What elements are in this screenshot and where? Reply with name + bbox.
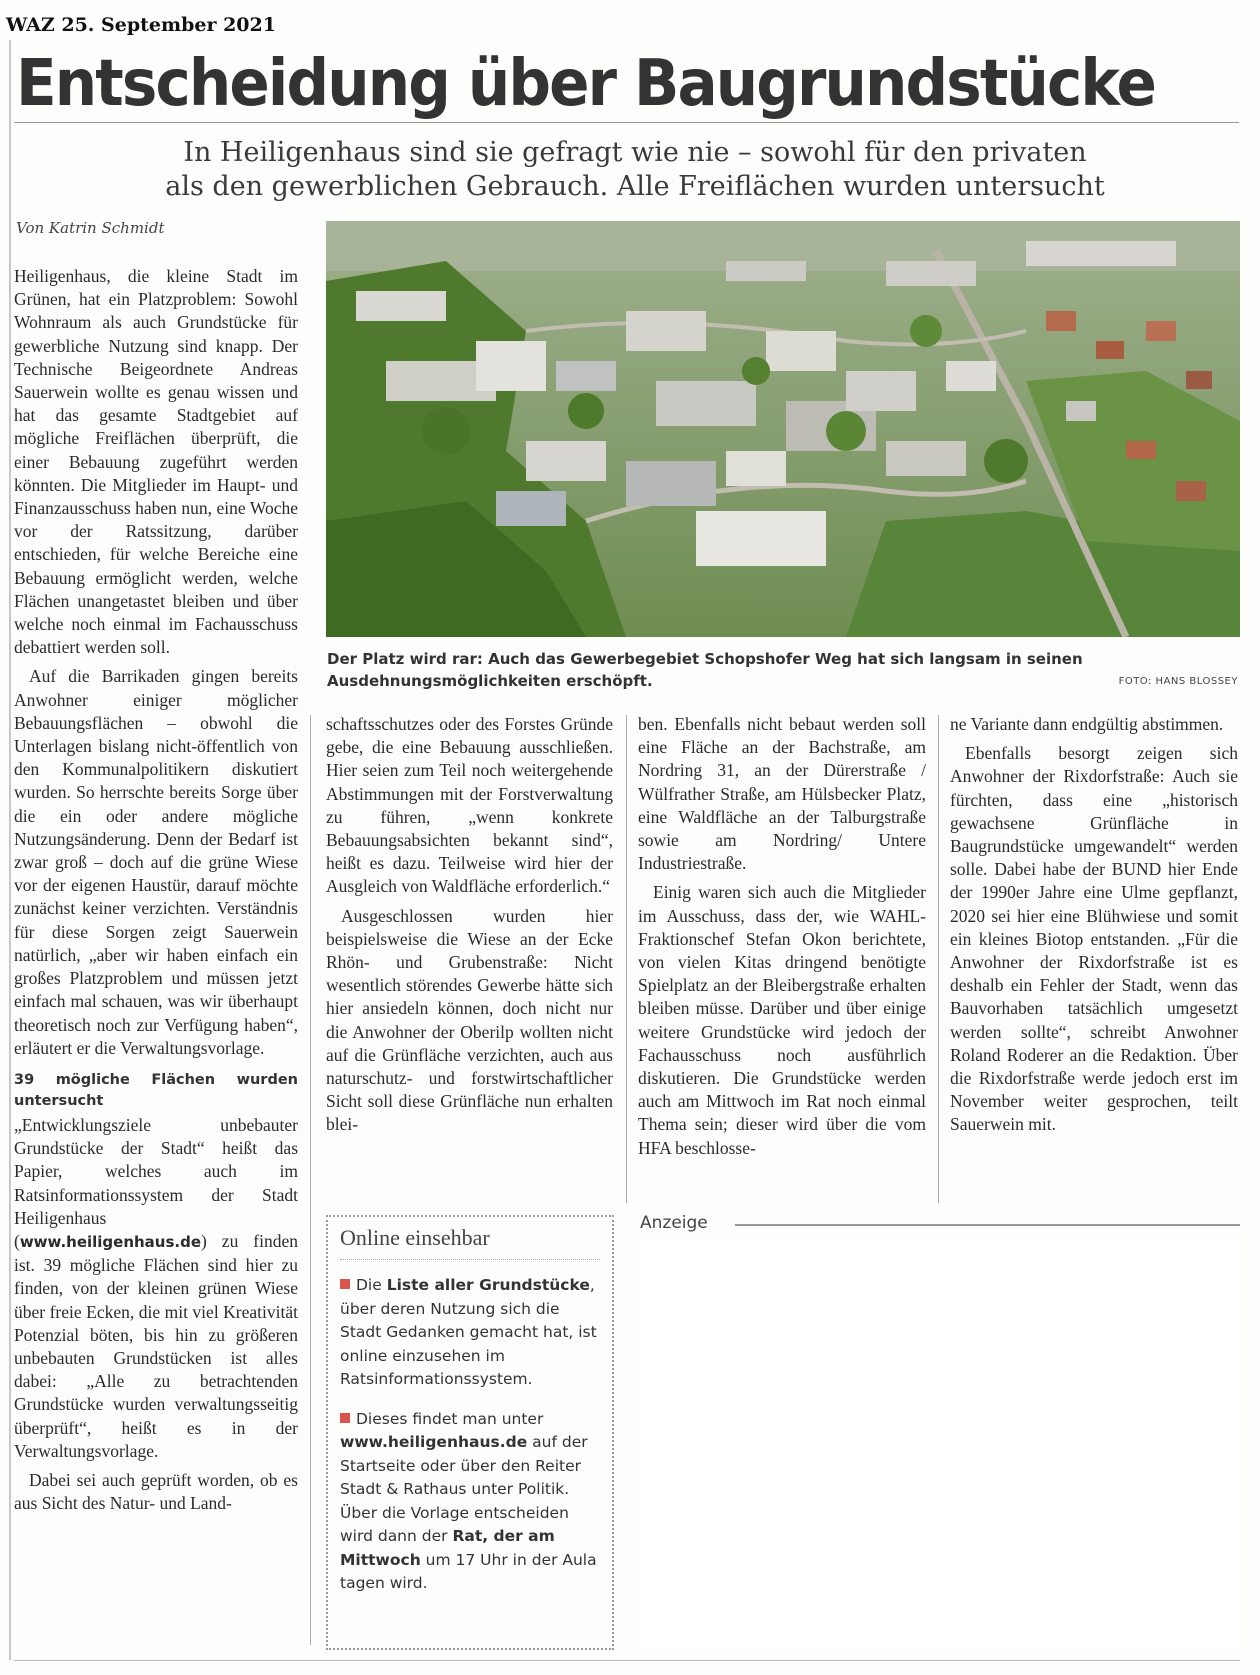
info-item-1-bold: Liste aller Grundstücke	[386, 1276, 590, 1294]
column3-paragraph-1: ben. Ebenfalls nicht bebaut werden soll eine Fläche an der Bachstraße, am Nordring 31, an der Dürerstraße / Wülfrather Straße, am Hülsbecker Platz, eine Waldfläche an der Talburgstraße sowie am Nordring/ Untere Industriestraße.	[638, 714, 926, 874]
info-box	[326, 1215, 614, 1650]
column1-paragraph-3-text: „Entwicklungsziele unbebauter Grundstücke der Stadt“ heißt das Papier, welches auch im Ratsinformationssystem der Stadt Heiligenhaus (	[14, 1114, 298, 1251]
ad-label: Anzeige	[640, 1213, 708, 1233]
column3-paragraph-2: Einig waren sich auch die Mitglieder im Ausschuss, dass der, wie WAHL-Fraktionschef Stefan Okon berichtete, von vielen Kitas dringend benötigte Spielplatz an der Bleibergstraße erhalten bleiben müsse. Darüber und über einige weitere Grundstücke wird jedoch der Fachausschuss noch ausführlich diskutieren. Die Grundstücke werden auch am Mittwoch im Rat noch einmal Thema sein; dieser wird über die vom HFA beschlosse-	[638, 882, 926, 1158]
bullet-square-icon	[340, 1413, 350, 1423]
column-divider	[310, 715, 311, 1645]
page-edge-rule	[9, 40, 11, 1660]
subheadline	[90, 136, 1180, 204]
info-item-1-post: , über deren Nutzung sich die Stadt Gedanken gemacht hat, ist online einzusehen im Ratsinformationssystem.	[340, 1276, 597, 1388]
info-item-2	[340, 1408, 600, 1596]
column-divider	[938, 715, 939, 1203]
column1-paragraph-2: Auf die Barrikaden gingen bereits Anwohner einiger möglicher Bebauungsflächen – obwohl die Unterlagen bislang nicht-öffentlich von den Kommunalpolitikern diskutiert wurden. So herrschte bereits Sorge über die ein oder andere mögliche Nutzungsänderung. Denn der Bedarf ist zwar groß – doch auf die grüne Wiese vor der eigenen Haustür, darauf möchte zunächst keiner verzichten. Verständnis für diese Sorgen zeigt Sauerwein natürlich, „aber wir haben einfach ein großes Platzproblem und müssen jetzt einfach mal schauen, was wir überhaupt theoretisch noch zur Verfügung haben“, erläutert er die Verwaltungsvorlage.	[14, 666, 298, 1058]
column2-paragraph-1: schaftsschutzes oder des Forstes Gründe gebe, die eine Bebauung ausschließen. Hier seien zum Teil noch weitergehende Abstimmungen mit der Forstverwaltung zu führen, „wenn konkrete Bebauungsabsichten bekannt sind“, heißt es dazu. Teilweise wird hier der Ausgleich von Waldfläche erforderlich.“	[326, 714, 613, 897]
website-link: www.heiligenhaus.de	[19, 1232, 202, 1251]
info-item-1	[340, 1274, 600, 1392]
bottom-rule	[14, 1660, 1240, 1661]
info-box-title: Online einsehbar	[340, 1225, 600, 1260]
info-item-2-mid: auf der Startseite oder über den Reiter Stadt & Rathaus unter Politik. Über die Vorlage entscheiden wird dann der	[340, 1433, 588, 1545]
article-column-1	[14, 265, 298, 1515]
info-item-2-bold: Rat, der am Mittwoch	[340, 1527, 555, 1569]
subhead-line-1: In Heiligenhaus sind sie gefragt wie nie – sowohl für den privaten	[183, 137, 1087, 168]
info-item-2-url: www.heiligenhaus.de	[340, 1433, 528, 1451]
ad-rule	[735, 1224, 1240, 1226]
aerial-photo	[326, 221, 1240, 637]
column1-paragraph-1: Heiligenhaus, die kleine Stadt im Grünen, hat ein Platzproblem: Sowohl Wohnraum als auch Grundstücke für gewerbliche Nutzung sind knapp. Der Technische Beigeordnete Andreas Sauerwein wollte es genau wissen und hat das gesamte Stadtgebiet auf mögliche Freiflächen überprüft, die einer Bebauung zugeführt werden könnten. Die Mitglieder im Haupt- und Finanzausschuss haben nun, eine Woche vor der Ratssitzung, darüber entschieden, für welche Bereiche eine Bebauung ermöglicht werden, welche Flächen unangetastet bleiben und über welche noch einmal im Fachausschuss debattiert werden soll.	[14, 266, 298, 658]
headline: Entscheidung über Baugrundstücke	[16, 47, 1156, 121]
subhead-line-2: als den gewerblichen Gebrauch. Alle Freiflächen wurden untersucht	[165, 171, 1105, 202]
column1-paragraph-3	[14, 1114, 298, 1463]
info-item-2-post: um 17 Uhr in der Aula tagen wird.	[340, 1550, 597, 1592]
column1-paragraph-3-rest: ) zu finden ist. 39 mögliche Flächen sind hier zu finden, von der kleinen grünen Wiese über freie Ecken, die mit viel Kreativität Potenzial böten, bis hin zu größeren unbebauten Grundstücken ist alles dabei: „Alle zu betrachtenden Grundstücke wurden verwaltungsseitig überprüft“, heißt es in der Verwaltungsvorlage.	[14, 1230, 298, 1461]
headline-rule	[14, 122, 1239, 123]
ad-space	[640, 1234, 1240, 1654]
section-subheading: 39 mögliche Flächen wurden untersucht	[14, 1071, 298, 1109]
info-item-2-pre: Dieses findet man unter	[356, 1409, 544, 1428]
column4-paragraph-2: Ebenfalls besorgt zeigen sich Anwohner der Rixdorfstraße: Auch sie fürchten, dass eine „historisch gewachsene Grünfläche in Baugrundstücke umgewandelt“ werden solle. Dabei habe der BUND hier Ende der 1990er Jahre eine Ulme gepflanzt, 2020 sei hier eine Blühwiese und somit ein kleines Biotop entstanden. „Für die Anwohner der Rixdorfstraße ist es deshalb ein Fehler der Stadt, wenn das Bauvorhaben tatsächlich umgesetzt werden sollte“, schreibt Anwohner Roland Roderer an die Redaktion. Über die Rixdorfstraße werde jedoch erst im November weiter gesprochen, teilt Sauerwein mit.	[950, 743, 1238, 1135]
article-column-4	[950, 713, 1238, 1137]
column1-paragraph-4: Dabei sei auch geprüft worden, ob es aus Sicht des Natur- und Land-	[14, 1469, 298, 1514]
photo-credit: FOTO: HANS BLOSSEY	[1118, 676, 1238, 687]
info-item-1-pre: Die	[356, 1276, 387, 1294]
byline: Von Katrin Schmidt	[16, 219, 165, 237]
article-column-3	[638, 713, 926, 1160]
column4-paragraph-1: ne Variante dann endgültig abstimmen.	[950, 714, 1224, 734]
photo-caption: Der Platz wird rar: Auch das Gewerbegebiet Schopshofer Weg hat sich langsam in seinen Ausdehnungsmöglichkeiten erschöpft.	[327, 650, 1083, 690]
bullet-square-icon	[340, 1279, 350, 1289]
source-label: WAZ 25. September 2021	[6, 14, 276, 36]
column2-paragraph-2: Ausgeschlossen wurden hier beispielsweise die Wiese an der Ecke Rhön- und Grubenstraße: Nicht wesentlich störendes Gewerbe hätte sich hier ansiedeln können, doch nicht nur die Anwohner der Oberilp wollten nicht auf die Grünfläche verzichten, auch aus naturschutz- und forstwirtschaftlicher Sicht soll diese Grünfläche nun erhalten blei-	[326, 905, 613, 1135]
article-column-2	[326, 713, 613, 1137]
column-divider	[626, 715, 627, 1203]
